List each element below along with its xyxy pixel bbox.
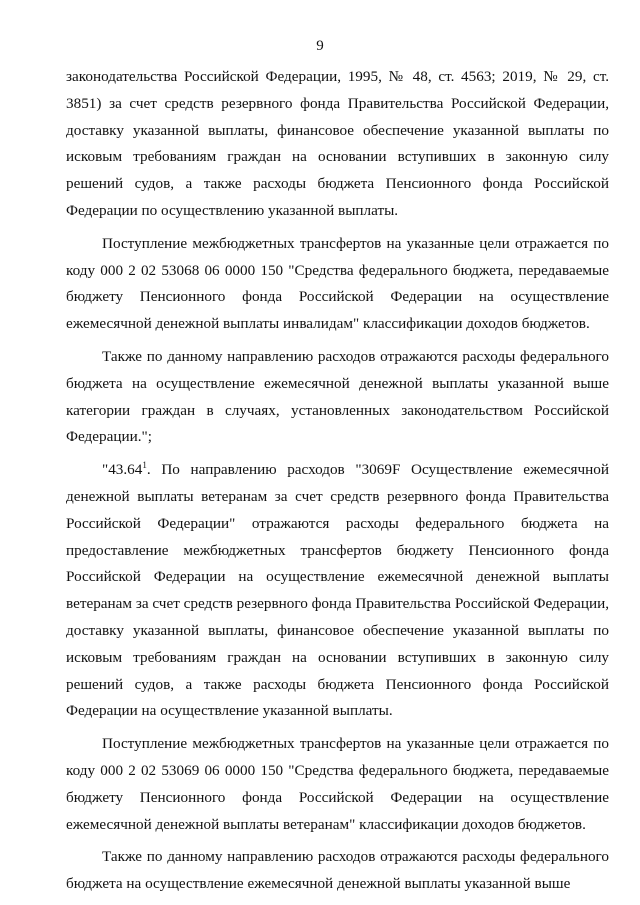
paragraph-also-expenses-veterans: Также по данному направлению расходов отражаются расходы федерального бюджета на осуществление ежемесячной денежной выплаты указанной выше [66, 848, 609, 893]
paragraph-transfer-receipt-disabled: Поступление межбюджетных трансфертов на указанные цели отражается по коду 000 2 02 53068 06 0000 150 "Средства федерального бюджета, передаваемые бюджету Пенсионного фонда Российской Федерации на осуществление ежемесячной денежной выплаты инвалидам" классификации доходов бюджетов. [66, 234, 609, 333]
document-body [66, 64, 609, 898]
paragraph-transfer-receipt-veterans: Поступление межбюджетных трансфертов на указанные цели отражается по коду 000 2 02 53069 06 0000 150 "Средства федерального бюджета, передаваемые бюджету Пенсионного фонда Российской Федерации на осуществление ежемесячной денежной выплаты ветеранам" классификации доходов бюджетов. [66, 735, 609, 833]
item-superscript: 1 [142, 460, 147, 471]
item-text: . По направлению расходов "3069F Осуществление ежемесячной денежной выплаты ветеранам за счет средств резервного фонда Правительства Российской Федерации" отражаются расходы федерального бюджета на предоставление межбюджетных трансфертов бюджету Пенсионного фонда Российской Федерации на осуществление ежемесячной денежной выплаты ветеранам за счет средств резервного фонда Правительства Российской Федерации, доставку указанной выплаты, финансовое обеспечение указанной выплаты по исковым требованиям граждан на основании вступивших в законную силу решений судов, а также расходы бюджета Пенсионного фонда Российской Федерации на осуществление указанной выплаты. [66, 461, 609, 720]
page-number: 9 [316, 38, 324, 54]
paragraph-continuation: законодательства Российской Федерации, 1995, № 48, ст. 4563; 2019, № 29, ст. 3851) за счет средств резервного фонда Правительства Российской Федерации, доставку указанной выплаты, финансовое обеспечение указанной выплаты по исковым требованиям граждан на основании вступивших в законную силу решений судов, а также расходы бюджета Пенсионного фонда Российской Федерации по осуществлению указанной выплаты. [66, 68, 609, 219]
item-number: "43.64 [102, 461, 143, 479]
paragraph-item-43-64-1 [66, 457, 609, 725]
paragraph-also-expenses-disabled: Также по данному направлению расходов отражаются расходы федерального бюджета на осуществление ежемесячной денежной выплаты указанной выше категории граждан в случаях, установленных законодательством Российской Федерации."; [66, 347, 609, 446]
